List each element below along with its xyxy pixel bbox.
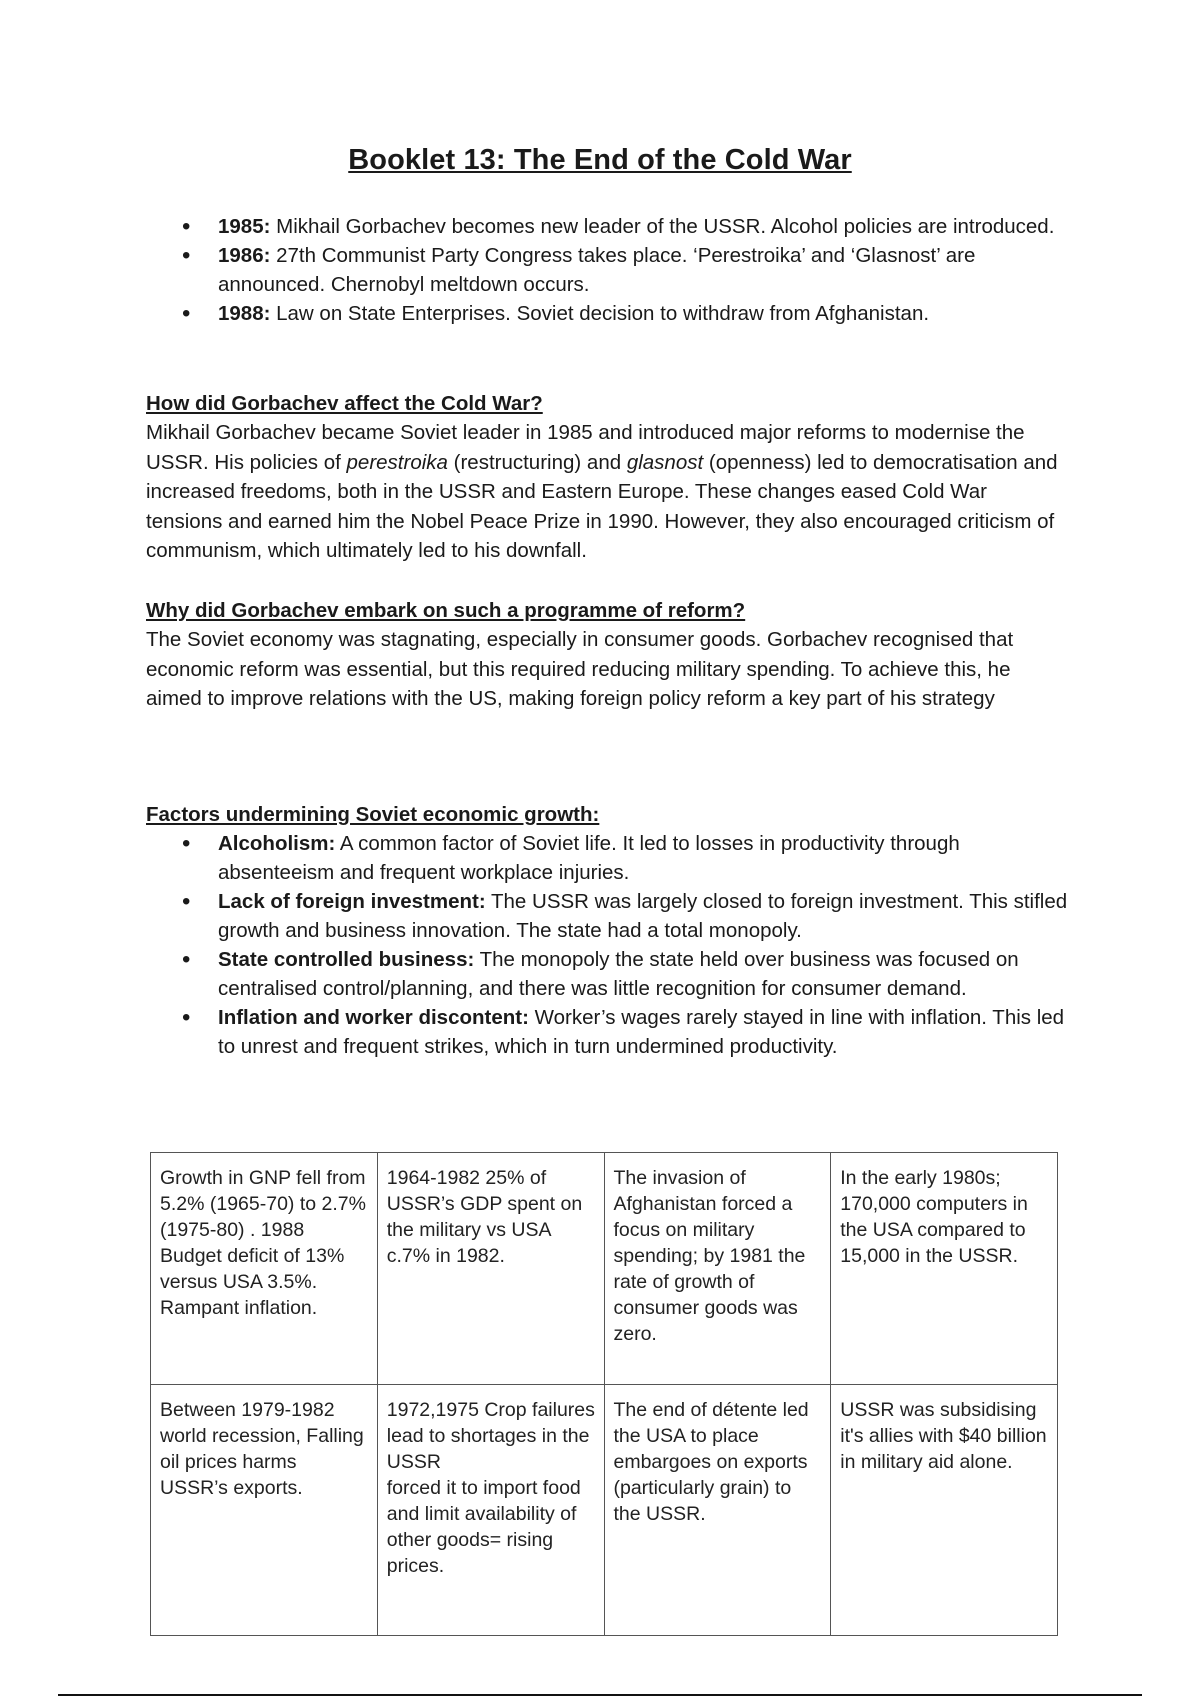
table-row	[151, 1153, 1058, 1385]
section-paragraph: The Soviet economy was stagnating, especially in consumer goods. Gorbachev recognised that economic reform was essential, but this required reducing military spending. To achieve this, he aimed to improve relations with the US, making foreign policy reform a key part of his strategy	[146, 628, 1014, 710]
section-paragraph	[146, 418, 1066, 566]
timeline-item	[178, 212, 1068, 241]
table-cell	[604, 1153, 831, 1385]
paragraph-text: Mikhail Gorbachev became Soviet leader in 1985 and introduced major reforms to modernise the USSR. His policies of	[146, 421, 1025, 474]
factor-item	[178, 945, 1068, 1003]
factor-label: Alcoholism:	[218, 832, 336, 855]
cell-text: Growth in GNP fell from 5.2% (1965-70) to 2.7% (1975-80) . 1988 Budget deficit of 13% versus USA 3.5%. Rampant inflation.	[160, 1167, 366, 1319]
cell-text: Between 1979-1982 world recession, Falling oil prices harms USSR’s exports.	[160, 1399, 364, 1499]
factor-item	[178, 1003, 1068, 1061]
timeline-text: 27th Communist Party Congress takes place. ‘Perestroika’ and ‘Glasnost’ are announced. Chernobyl meltdown occurs.	[218, 244, 976, 296]
timeline-text: Mikhail Gorbachev becomes new leader of the USSR. Alcohol policies are introduced.	[270, 215, 1055, 238]
paragraph-emphasis: glasnost	[626, 450, 704, 474]
footer-divider	[58, 1694, 1142, 1696]
timeline-year: 1985:	[218, 215, 271, 238]
table-cell	[831, 1153, 1058, 1385]
table-cell	[151, 1385, 378, 1636]
page-title: Booklet 13: The End of the Cold War	[348, 144, 852, 176]
factor-text: The USSR was largely closed to foreign investment. This stifled growth and business innovation. The state had a total monopoly.	[218, 890, 1068, 942]
factor-item	[178, 829, 1068, 887]
factor-text: A common factor of Soviet life. It led to losses in productivity through absenteeism and frequent workplace injuries.	[218, 832, 960, 884]
factor-label: State controlled business:	[218, 948, 475, 971]
cell-text: The end of détente led the USA to place embargoes on exports (particularly grain) to the USSR.	[613, 1399, 809, 1525]
section-gorbachev-effect	[146, 389, 1066, 566]
section-reform-reasons	[146, 596, 1066, 714]
section-heading: How did Gorbachev affect the Cold War?	[146, 392, 543, 415]
cell-text: In the early 1980s; 170,000 computers in the USA compared to 15,000 in the USSR.	[840, 1167, 1028, 1267]
factor-label: Lack of foreign investment:	[218, 890, 486, 913]
table-cell	[151, 1153, 378, 1385]
table-cell	[377, 1153, 604, 1385]
section-heading: Why did Gorbachev embark on such a programme of reform?	[146, 599, 746, 622]
evidence-table	[150, 1152, 1058, 1636]
timeline-year: 1986:	[218, 244, 271, 267]
factor-label: Inflation and worker discontent:	[218, 1006, 529, 1029]
factor-text: Worker’s wages rarely stayed in line with inflation. This led to unrest and frequent strikes, which in turn undermined productivity.	[218, 1006, 1065, 1058]
section-heading: Factors undermining Soviet economic growth:	[146, 803, 600, 826]
factor-item	[178, 887, 1068, 945]
timeline-item	[178, 241, 1068, 299]
cell-text: 1964-1982 25% of USSR’s GDP spent on the military vs USA c.7% in 1982.	[386, 1167, 583, 1267]
factor-text: The monopoly the state held over business was focused on centralised control/planning, and there was little recognition for consumer demand.	[218, 948, 1019, 1000]
table-row	[151, 1385, 1058, 1636]
table-cell	[831, 1385, 1058, 1636]
timeline-item	[178, 299, 1068, 328]
cell-text: USSR was subsidising it's allies with $40 billion in military aid alone.	[840, 1399, 1047, 1473]
paragraph-text: (openness) led to democratisation and increased freedoms, both in the USSR and Eastern Europe. These changes eased Cold War tensions and earned him the Nobel Peace Prize in 1990. However, they also encouraged criticism of communism, which ultimately led to his downfall.	[146, 450, 1058, 562]
timeline-year: 1988:	[218, 302, 271, 325]
cell-text: 1972,1975 Crop failures lead to shortages in the USSR forced it to import food and limit availability of other goods= rising prices.	[386, 1399, 595, 1577]
cell-text: The invasion of Afghanistan forced a focus on military spending; by 1981 the rate of growth of consumer goods was zero.	[613, 1167, 806, 1345]
paragraph-text: (restructuring) and	[447, 450, 627, 474]
paragraph-emphasis: perestroika	[346, 450, 448, 474]
factors-list	[178, 829, 1068, 1061]
table-cell	[604, 1385, 831, 1636]
timeline-list	[178, 212, 1068, 328]
section-factors	[146, 800, 1066, 829]
timeline-text: Law on State Enterprises. Soviet decision to withdraw from Afghanistan.	[270, 302, 930, 325]
table-cell	[377, 1385, 604, 1636]
